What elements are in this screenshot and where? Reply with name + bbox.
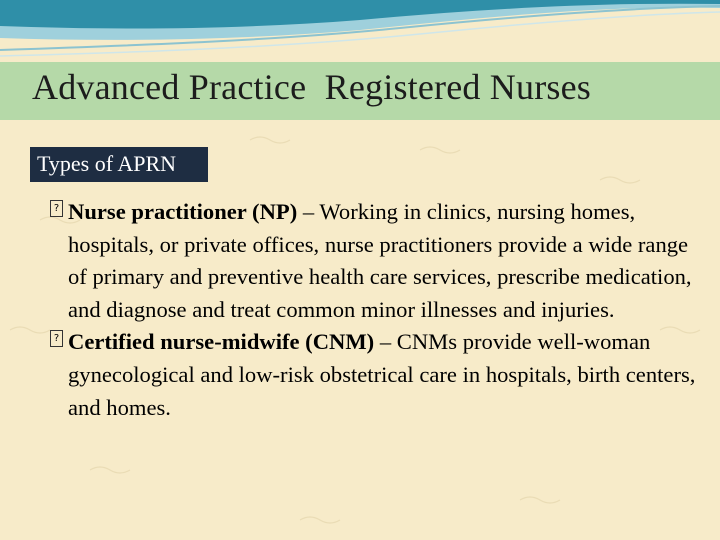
bullet-term: Nurse practitioner (NP) xyxy=(68,199,298,224)
bullet-marker-icon: ? xyxy=(50,200,63,217)
bullet-text: – CNMs provide well-woman gynecological and low-risk obstetrical care in hospitals, birth centers, and homes. xyxy=(68,329,696,420)
bullet-marker-icon: ? xyxy=(50,330,63,347)
bullet-nurse-practitioner xyxy=(0,196,720,326)
bullet-term: Certified nurse-midwife (CNM) xyxy=(68,329,375,355)
slide-title: Advanced Practice Registered Nurses xyxy=(32,67,591,107)
bullet-list xyxy=(0,196,720,424)
subtitle-box xyxy=(30,147,208,182)
top-wave-decoration xyxy=(0,0,720,70)
bullet-text: – Working in clinics, nursing homes, hospitals, or private offices, nurse practitioners provide a wide range of primary and preventive health care services, prescribe medication, and diagnose and treat common minor illnesses and injuries. xyxy=(68,199,692,322)
bullet-nurse-midwife xyxy=(0,326,720,424)
subtitle-text: Types of APRN xyxy=(37,151,177,176)
